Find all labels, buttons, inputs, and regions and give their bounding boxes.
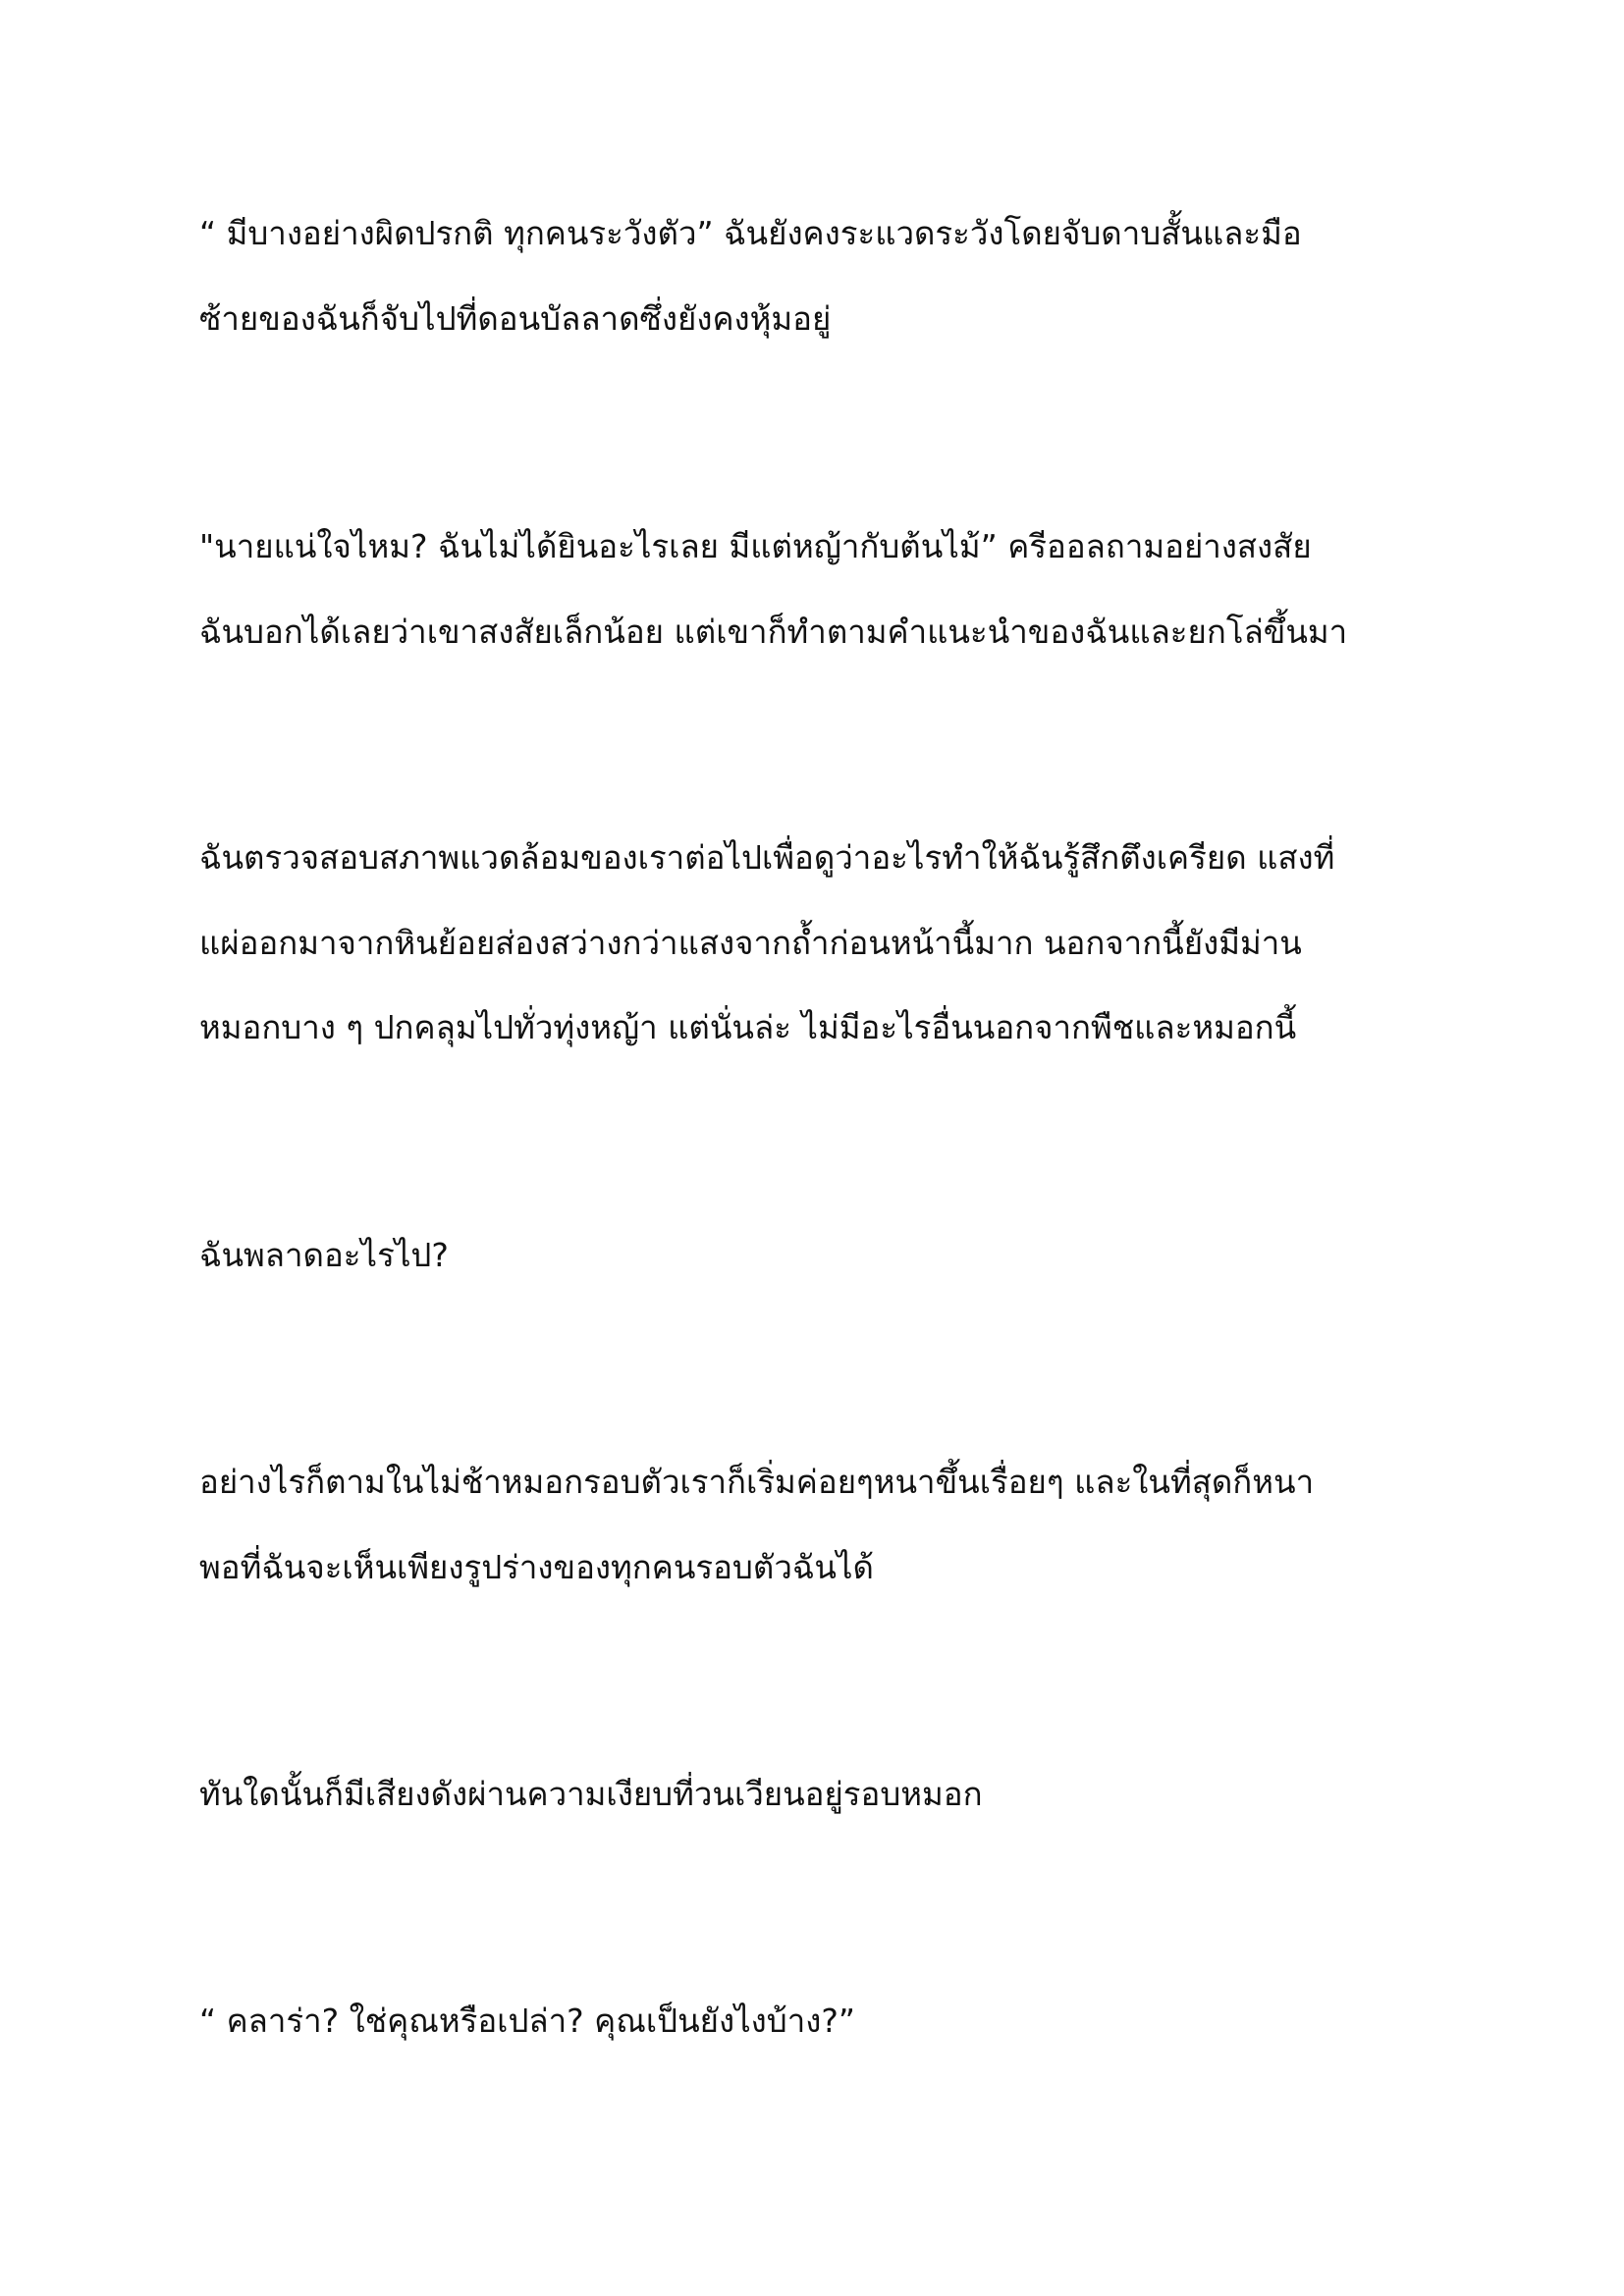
paragraph-5-line-1: อย่างไรก็ตามในไม่ช้าหมอกรอบตัวเราก็เริ่มค่อยๆหนาขึ้นเรื่อยๆ และในที่สุดก็หนา	[199, 1463, 1315, 1501]
paragraph-5-line-2: พอที่ฉันจะเห็นเพียงรูปร่างของทุกคนรอบตัวฉันได้	[199, 1548, 874, 1586]
paragraph-2-line-1: "นายแน่ใจไหม? ฉันไม่ได้ยินอะไรเลย มีแต่หญ้ากับต้นไม้” ครีออลถามอย่างสงสัย	[199, 527, 1312, 565]
paragraph-2-line-2: ฉันบอกได้เลยว่าเขาสงสัยเล็กน้อย แต่เขาก็ทำตามคำแนะนำของฉันและยกโล่ขึ้นมา	[199, 613, 1348, 651]
paragraph-3-line-1: ฉันตรวจสอบสภาพแวดล้อมของเราต่อไปเพื่อดูว่าอะไรทำให้ฉันรู้สึกตึงเครียด แสงที่	[199, 838, 1335, 877]
paragraph-6-line-1: ทันใดนั้นก็มีเสียงดังผ่านความเงียบที่วนเวียนอยู่รอบหมอก	[199, 1775, 983, 1813]
paragraph-4-line-1: ฉันพลาดอะไรไป?	[199, 1236, 449, 1274]
paragraph-7-line-1: “ คลาร่า? ใช่คุณหรือเปล่า? คุณเป็นยังไงบ้าง?”	[199, 2002, 855, 2040]
paragraph-3-line-3: หมอกบาง ๆ ปกคลุมไปทั่วทุ่งหญ้า แต่นั่นล่ะ ไม่มีอะไรอื่นนอกจากพืชและหมอกนี้	[199, 1008, 1297, 1046]
paragraph-3-line-2: แผ่ออกมาจากหินย้อยส่องสว่างกว่าแสงจากถ้ำก่อนหน้านี้มาก นอกจากนี้ยังมีม่าน	[199, 924, 1302, 962]
paragraph-1-line-2: ซ้ายของฉันก็จับไปที่ดอนบัลลาดซึ่งยังคงหุ้มอยู่	[199, 299, 832, 338]
paragraph-1-line-1: “ มีบางอย่างผิดปรกติ ทุกคนระวังตัว” ฉันยังคงระแวดระวังโดยจับดาบสั้นและมือ	[199, 214, 1302, 252]
